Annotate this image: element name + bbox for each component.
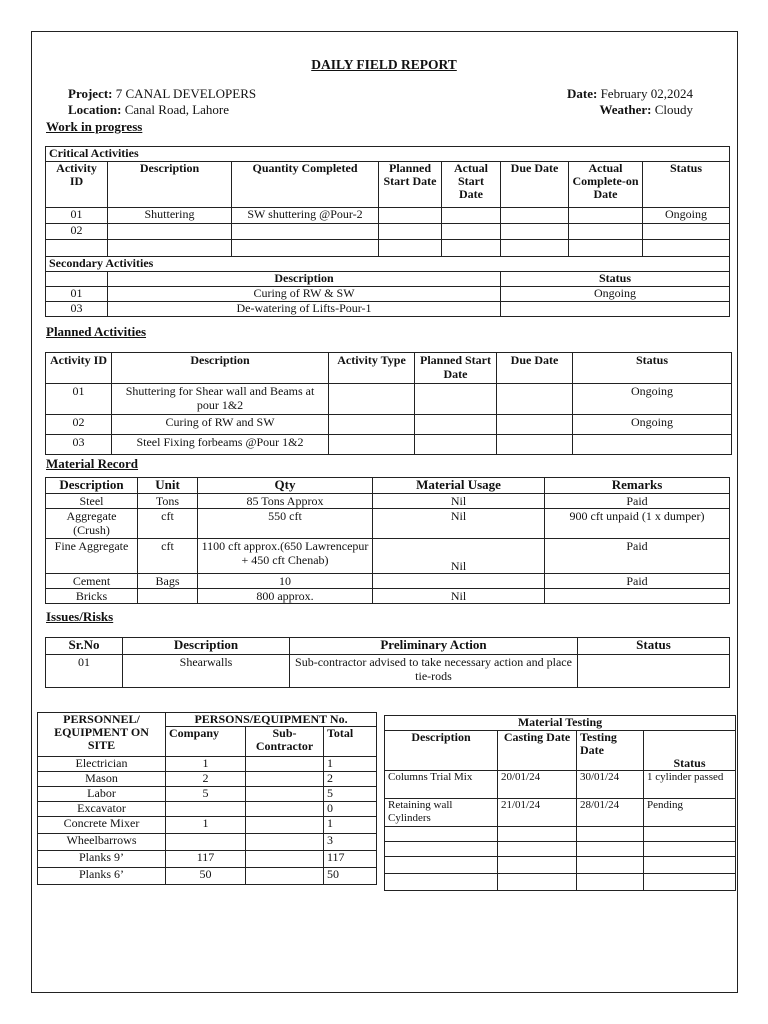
location-line <box>68 102 229 118</box>
location-value: Canal Road, Lahore <box>124 102 230 117</box>
cell: 900 cft unpaid (1 x dumper) <box>545 509 730 539</box>
table-row <box>38 772 377 787</box>
table-row <box>46 589 730 604</box>
cell: Planks 9’ <box>38 851 166 868</box>
table-row <box>46 435 732 455</box>
personnel-header: Sub-Contractor <box>246 727 324 757</box>
weather-value: Cloudy <box>654 102 693 117</box>
material-header: Remarks <box>545 478 730 494</box>
critical-header: Status <box>643 162 730 208</box>
critical-header: Actual Complete-on Date <box>569 162 643 208</box>
material-header: Unit <box>138 478 198 494</box>
cell: Labor <box>38 787 166 802</box>
cell: Ongoing <box>573 415 732 435</box>
cell: Sub-contractor advised to take necessary action and place tie-rods <box>290 655 578 688</box>
cell: Shearwalls <box>123 655 290 688</box>
cell: Tons <box>138 494 198 509</box>
cell: Wheelbarrows <box>38 834 166 851</box>
personnel-header: Company <box>166 727 246 757</box>
testing-caption: Material Testing <box>385 716 736 731</box>
cell: 1 <box>166 817 246 834</box>
report-title: DAILY FIELD REPORT <box>311 57 457 72</box>
cell: 01 <box>46 655 123 688</box>
cell: Paid <box>545 494 730 509</box>
project-value: 7 CANAL DEVELOPERS <box>115 86 257 101</box>
cell: 2 <box>166 772 246 787</box>
cell: Nil <box>373 509 545 539</box>
testing-header: Casting Date <box>498 731 577 771</box>
planned-header: Activity ID <box>46 353 112 384</box>
testing-header: Description <box>385 731 498 771</box>
cell: 1 <box>324 757 377 772</box>
cell: Cement <box>46 574 138 589</box>
cell: 01 <box>46 287 108 302</box>
material-header: Description <box>46 478 138 494</box>
cell: Ongoing <box>501 287 730 302</box>
critical-header: Due Date <box>501 162 569 208</box>
cell: cft <box>138 539 198 574</box>
critical-header: Planned Start Date <box>379 162 442 208</box>
cell: 28/01/24 <box>577 799 644 827</box>
cell: Steel <box>46 494 138 509</box>
section-work-in-progress: Work in progress <box>46 119 143 134</box>
cell: 03 <box>46 302 108 317</box>
issues-header: Description <box>123 638 290 655</box>
cell <box>329 384 415 415</box>
cell: 800 approx. <box>198 589 373 604</box>
issues-risks-table <box>45 637 730 688</box>
table-row <box>38 868 377 885</box>
cell: 50 <box>166 868 246 885</box>
table-row <box>38 851 377 868</box>
cell: 5 <box>324 787 377 802</box>
cell: 01 <box>46 384 112 415</box>
table-row <box>46 240 730 257</box>
date-value: February 02,2024 <box>600 86 693 101</box>
cell: 21/01/24 <box>498 799 577 827</box>
table-row <box>46 384 732 415</box>
cell: 02 <box>46 224 108 240</box>
location-label: Location: <box>68 102 122 117</box>
cell: 1 <box>166 757 246 772</box>
cell <box>501 302 730 317</box>
cell <box>379 208 442 224</box>
cell: 117 <box>166 851 246 868</box>
personnel-equipment-table <box>37 712 377 885</box>
table-row <box>46 509 730 539</box>
critical-header: Activity ID <box>46 162 108 208</box>
planned-header: Activity Type <box>329 353 415 384</box>
issues-header: Status <box>578 638 730 655</box>
secondary-caption: Secondary Activities <box>46 257 730 272</box>
cell: 2 <box>324 772 377 787</box>
cell: Fine Aggregate <box>46 539 138 574</box>
cell: 01 <box>46 208 108 224</box>
material-header: Material Usage <box>373 478 545 494</box>
cell: 85 Tons Approx <box>198 494 373 509</box>
table-row <box>38 757 377 772</box>
secondary-header: Description <box>108 272 501 287</box>
cell <box>501 208 569 224</box>
section-planned-activities: Planned Activities <box>46 324 147 339</box>
date-label: Date: <box>566 86 598 101</box>
cell: Columns Trial Mix <box>385 771 498 799</box>
cell: Paid <box>545 574 730 589</box>
planned-activities-table <box>45 352 732 455</box>
cell: Planks 6’ <box>38 868 166 885</box>
cell: 1 <box>324 817 377 834</box>
cell: Aggregate (Crush) <box>46 509 138 539</box>
material-testing-table <box>384 715 736 891</box>
cell: 1100 cft approx.(650 Lawrencepur + 450 cft Chenab) <box>198 539 373 574</box>
cell: Shuttering <box>108 208 232 224</box>
cell: De-watering of Lifts-Pour-1 <box>108 302 501 317</box>
project-line <box>68 86 256 102</box>
cell: 117 <box>324 851 377 868</box>
table-row <box>385 799 736 827</box>
table-row <box>46 208 730 224</box>
cell: Ongoing <box>643 208 730 224</box>
cell: 20/01/24 <box>498 771 577 799</box>
table-row <box>38 817 377 834</box>
critical-activities-table <box>45 146 730 317</box>
table-row <box>46 574 730 589</box>
material-header: Qty <box>198 478 373 494</box>
cell: 03 <box>46 435 112 455</box>
table-row <box>38 834 377 851</box>
table-row <box>46 415 732 435</box>
personnel-header: Total <box>324 727 377 757</box>
cell: cft <box>138 509 198 539</box>
cell <box>415 384 497 415</box>
cell: 50 <box>324 868 377 885</box>
cell: 0 <box>324 802 377 817</box>
cell: Steel Fixing forbeams @Pour 1&2 <box>112 435 329 455</box>
date-line <box>567 86 693 102</box>
issues-header: Preliminary Action <box>290 638 578 655</box>
critical-header: Quantity Completed <box>232 162 379 208</box>
issues-header: Sr.No <box>46 638 123 655</box>
cell: Retaining wall Cylinders <box>385 799 498 827</box>
personnel-header: PERSONNEL/ EQUIPMENT ON SITE <box>38 713 166 757</box>
critical-header: Description <box>108 162 232 208</box>
cell: Concrete Mixer <box>38 817 166 834</box>
cell: Curing of RW and SW <box>112 415 329 435</box>
table-row <box>46 494 730 509</box>
cell <box>578 655 730 688</box>
cell <box>569 208 643 224</box>
section-material-record: Material Record <box>46 456 139 471</box>
cell: Shuttering for Shear wall and Beams at pour 1&2 <box>112 384 329 415</box>
cell: 10 <box>198 574 373 589</box>
planned-header: Description <box>112 353 329 384</box>
cell: Curing of RW & SW <box>108 287 501 302</box>
planned-header: Planned Start Date <box>415 353 497 384</box>
cell: Bags <box>138 574 198 589</box>
secondary-header: Status <box>501 272 730 287</box>
testing-header: Testing Date <box>577 731 644 771</box>
cell: Ongoing <box>573 384 732 415</box>
cell: Excavator <box>38 802 166 817</box>
planned-header: Status <box>573 353 732 384</box>
cell: Electrician <box>38 757 166 772</box>
material-record-table <box>45 477 730 604</box>
cell: Pending <box>644 799 736 827</box>
cell: Mason <box>38 772 166 787</box>
weather-label: Weather: <box>599 102 652 117</box>
section-issues-risks: Issues/Risks <box>46 609 114 624</box>
table-row <box>38 787 377 802</box>
table-row <box>46 539 730 574</box>
cell: Nil <box>373 539 545 574</box>
personnel-group-header: PERSONS/EQUIPMENT No. <box>166 713 377 727</box>
table-row <box>38 802 377 817</box>
critical-caption: Critical Activities <box>46 147 730 162</box>
planned-header: Due Date <box>497 353 573 384</box>
cell: 3 <box>324 834 377 851</box>
cell: 5 <box>166 787 246 802</box>
table-row <box>46 224 730 240</box>
cell: 30/01/24 <box>577 771 644 799</box>
cell: Nil <box>373 589 545 604</box>
cell: 550 cft <box>198 509 373 539</box>
table-row <box>46 287 730 302</box>
cell <box>442 208 501 224</box>
cell <box>497 384 573 415</box>
cell: 1 cylinder passed <box>644 771 736 799</box>
cell: Paid <box>545 539 730 574</box>
cell: Nil <box>373 494 545 509</box>
cell: Bricks <box>46 589 138 604</box>
testing-header: Status <box>644 731 736 771</box>
cell: SW shuttering @Pour-2 <box>232 208 379 224</box>
table-row <box>46 655 730 688</box>
cell: 02 <box>46 415 112 435</box>
critical-header: Actual Start Date <box>442 162 501 208</box>
weather-line <box>599 102 693 118</box>
table-row <box>385 771 736 799</box>
table-row <box>46 302 730 317</box>
project-label: Project: <box>68 86 113 101</box>
